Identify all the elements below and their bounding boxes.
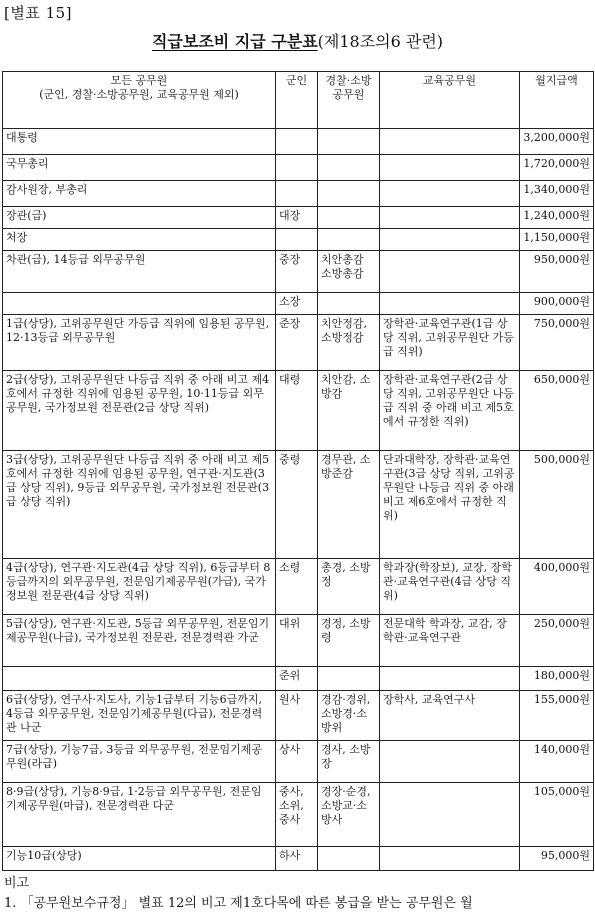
cell-amount: 1,720,000원 [520, 155, 594, 181]
cell-amount: 1,340,000원 [520, 181, 594, 207]
cell-military [276, 155, 318, 181]
table-row [3, 783, 594, 847]
cell-education [380, 129, 520, 155]
cell-police-fire: 치안정감, 소방정감 [318, 315, 380, 371]
cell-police-fire: 경정, 소방령 [318, 615, 380, 667]
cell-police-fire [318, 293, 380, 315]
cell-education: 단과대학장, 장학관·교육연구관(3급 상당 직위, 고위공무원단 나등급 직위 중 아래 비고 제6호에서 규정한 직위) [380, 451, 520, 559]
cell-general: 8·9급(상당), 기능8·9급, 1·2등급 외무공무원, 전문임기제공무원(마급), 전문경력관 다군 [3, 783, 276, 847]
cell-military: 하사 [276, 847, 318, 871]
cell-amount: 155,000원 [520, 691, 594, 741]
cell-military: 대위 [276, 615, 318, 667]
table-row [3, 559, 594, 615]
table-row [3, 667, 594, 691]
cell-general: 4급(상당), 연구관·지도관(4급 상당 직위), 6등급부터 8등급까지의 외무공무원, 전문임기제공무원(가급), 국가정보원 전문관(4급 상당 직위) [3, 559, 276, 615]
cell-military: 중령 [276, 451, 318, 559]
cell-police-fire: 치안감, 소방감 [318, 371, 380, 451]
cell-amount: 3,200,000원 [520, 129, 594, 155]
cell-amount: 500,000원 [520, 451, 594, 559]
cell-general: 1급(상당), 고위공무원단 가등급 직위에 임용된 공무원, 12·13등급 외무공무원 [3, 315, 276, 371]
notes-heading: 비고 [4, 876, 30, 891]
cell-amount: 180,000원 [520, 667, 594, 691]
cell-military: 소장 [276, 293, 318, 315]
col-education: 교육공무원 [380, 72, 520, 129]
header-row [3, 72, 594, 129]
cell-general [3, 293, 276, 315]
cell-police-fire [318, 207, 380, 229]
cell-general: 대통령 [3, 129, 276, 155]
table-row [3, 293, 594, 315]
cell-military: 대령 [276, 371, 318, 451]
table-row [3, 741, 594, 783]
cell-amount: 105,000원 [520, 783, 594, 847]
cell-amount: 250,000원 [520, 615, 594, 667]
table-row [3, 229, 594, 251]
cell-police-fire: 경사, 소방장 [318, 741, 380, 783]
cell-education: 장학관·교육연구관(1급 상당 직위, 고위공무원단 가등급 직위) [380, 315, 520, 371]
cell-amount: 950,000원 [520, 251, 594, 293]
cell-general: 5급(상당), 연구관·지도관, 5등급 외무공무원, 전문임기제공무원(나급), 국가정보원 전문관, 전문경력관 가군 [3, 615, 276, 667]
cell-military: 중장 [276, 251, 318, 293]
cell-military: 준장 [276, 315, 318, 371]
cell-amount: 400,000원 [520, 559, 594, 615]
cell-amount: 650,000원 [520, 371, 594, 451]
table-row [3, 451, 594, 559]
cell-police-fire: 경감·경위, 소방경·소방위 [318, 691, 380, 741]
cell-military: 상사 [276, 741, 318, 783]
table-row [3, 251, 594, 293]
cell-military: 중사, 소위, 중사 [276, 783, 318, 847]
cell-general [3, 667, 276, 691]
cell-education: 전문대학 학과장, 교감, 장학관·교육연구관 [380, 615, 520, 667]
cell-education: 학과장(학장보), 교장, 장학관·교육연구관(4급 상당 직위) [380, 559, 520, 615]
cell-police-fire [318, 181, 380, 207]
col-monthly-amount: 월지급액 [520, 72, 594, 129]
cell-police-fire: 경장·순경, 소방교·소방사 [318, 783, 380, 847]
cell-amount: 900,000원 [520, 293, 594, 315]
cell-police-fire [318, 155, 380, 181]
cell-general: 처장 [3, 229, 276, 251]
cell-education [380, 741, 520, 783]
cell-education [380, 847, 520, 871]
cell-military [276, 181, 318, 207]
col-military: 군인 [276, 72, 318, 129]
cell-general: 장관(급) [3, 207, 276, 229]
cell-amount: 1,240,000원 [520, 207, 594, 229]
table-row [3, 371, 594, 451]
cell-amount: 750,000원 [520, 315, 594, 371]
table-row [3, 315, 594, 371]
cell-education: 장학관·교육연구관(2급 상당 직위, 고위공무원단 나등급 직위 중 아래 비고 제5호에서 규정한 직위) [380, 371, 520, 451]
table-row [3, 129, 594, 155]
allowance-table [2, 71, 594, 871]
cell-police-fire: 총경, 소방정 [318, 559, 380, 615]
cell-military: 원사 [276, 691, 318, 741]
notes [4, 874, 594, 914]
cell-education [380, 207, 520, 229]
cell-police-fire [318, 667, 380, 691]
cell-amount: 1,150,000원 [520, 229, 594, 251]
table-row [3, 691, 594, 741]
cell-amount: 140,000원 [520, 741, 594, 783]
cell-general: 2급(상당), 고위공무원단 나등급 직위 중 아래 비고 제4호에서 규정한 직위에 임용된 공무원, 10·11등급 외무공무원, 국가정보원 전문관(2급 상당 직위) [3, 371, 276, 451]
table-row [3, 181, 594, 207]
cell-education [380, 783, 520, 847]
cell-general: 기능10급(상당) [3, 847, 276, 871]
cell-military [276, 129, 318, 155]
table-row [3, 207, 594, 229]
notes-line-1: 1. 「공무원보수규정」 별표 12의 비고 제1호다목에 따른 봉급을 받는 공무원은 월 [4, 896, 473, 911]
cell-education [380, 293, 520, 315]
cell-police-fire [318, 229, 380, 251]
cell-police-fire: 치안총감 소방총감 [318, 251, 380, 293]
col-general: 모든 공무원 (군인, 경찰·소방공무원, 교육공무원 제외) [3, 72, 276, 129]
cell-military: 준위 [276, 667, 318, 691]
appendix-tag: [별표 15] [4, 4, 73, 22]
cell-education [380, 667, 520, 691]
cell-education [380, 181, 520, 207]
title-subtitle: (제18조의6 관련) [317, 32, 444, 51]
col-police-fire: 경찰·소방 공무원 [318, 72, 380, 129]
cell-general: 7급(상당), 기능7급, 3등급 외무공무원, 전문임기제공무원(라급) [3, 741, 276, 783]
cell-education [380, 229, 520, 251]
cell-general: 차관(급), 14등급 외무공무원 [3, 251, 276, 293]
cell-military: 소령 [276, 559, 318, 615]
cell-military: 대장 [276, 207, 318, 229]
cell-education: 장학사, 교육연구사 [380, 691, 520, 741]
document-title [0, 29, 595, 52]
table-row [3, 155, 594, 181]
title-main: 직급보조비 지급 구분표 [151, 32, 318, 51]
cell-education [380, 251, 520, 293]
cell-police-fire [318, 129, 380, 155]
cell-military [276, 229, 318, 251]
table-row [3, 847, 594, 871]
cell-general: 3급(상당), 고위공무원단 나등급 직위 중 아래 비고 제5호에서 규정한 직위에 임용된 공무원, 연구관·지도관(3급 상당 직위), 9등급 외무공무원, 국가정보원 전문관(3급 상당 직위) [3, 451, 276, 559]
cell-education [380, 155, 520, 181]
cell-general: 국무총리 [3, 155, 276, 181]
cell-police-fire: 경무관, 소방준감 [318, 451, 380, 559]
cell-general: 감사원장, 부총리 [3, 181, 276, 207]
table-row [3, 615, 594, 667]
cell-police-fire [318, 847, 380, 871]
cell-amount: 95,000원 [520, 847, 594, 871]
cell-general: 6급(상당), 연구사·지도사, 기능1급부터 기능6급까지, 4등급 외무공무원, 전문임기제공무원(다급), 전문경력관 나군 [3, 691, 276, 741]
